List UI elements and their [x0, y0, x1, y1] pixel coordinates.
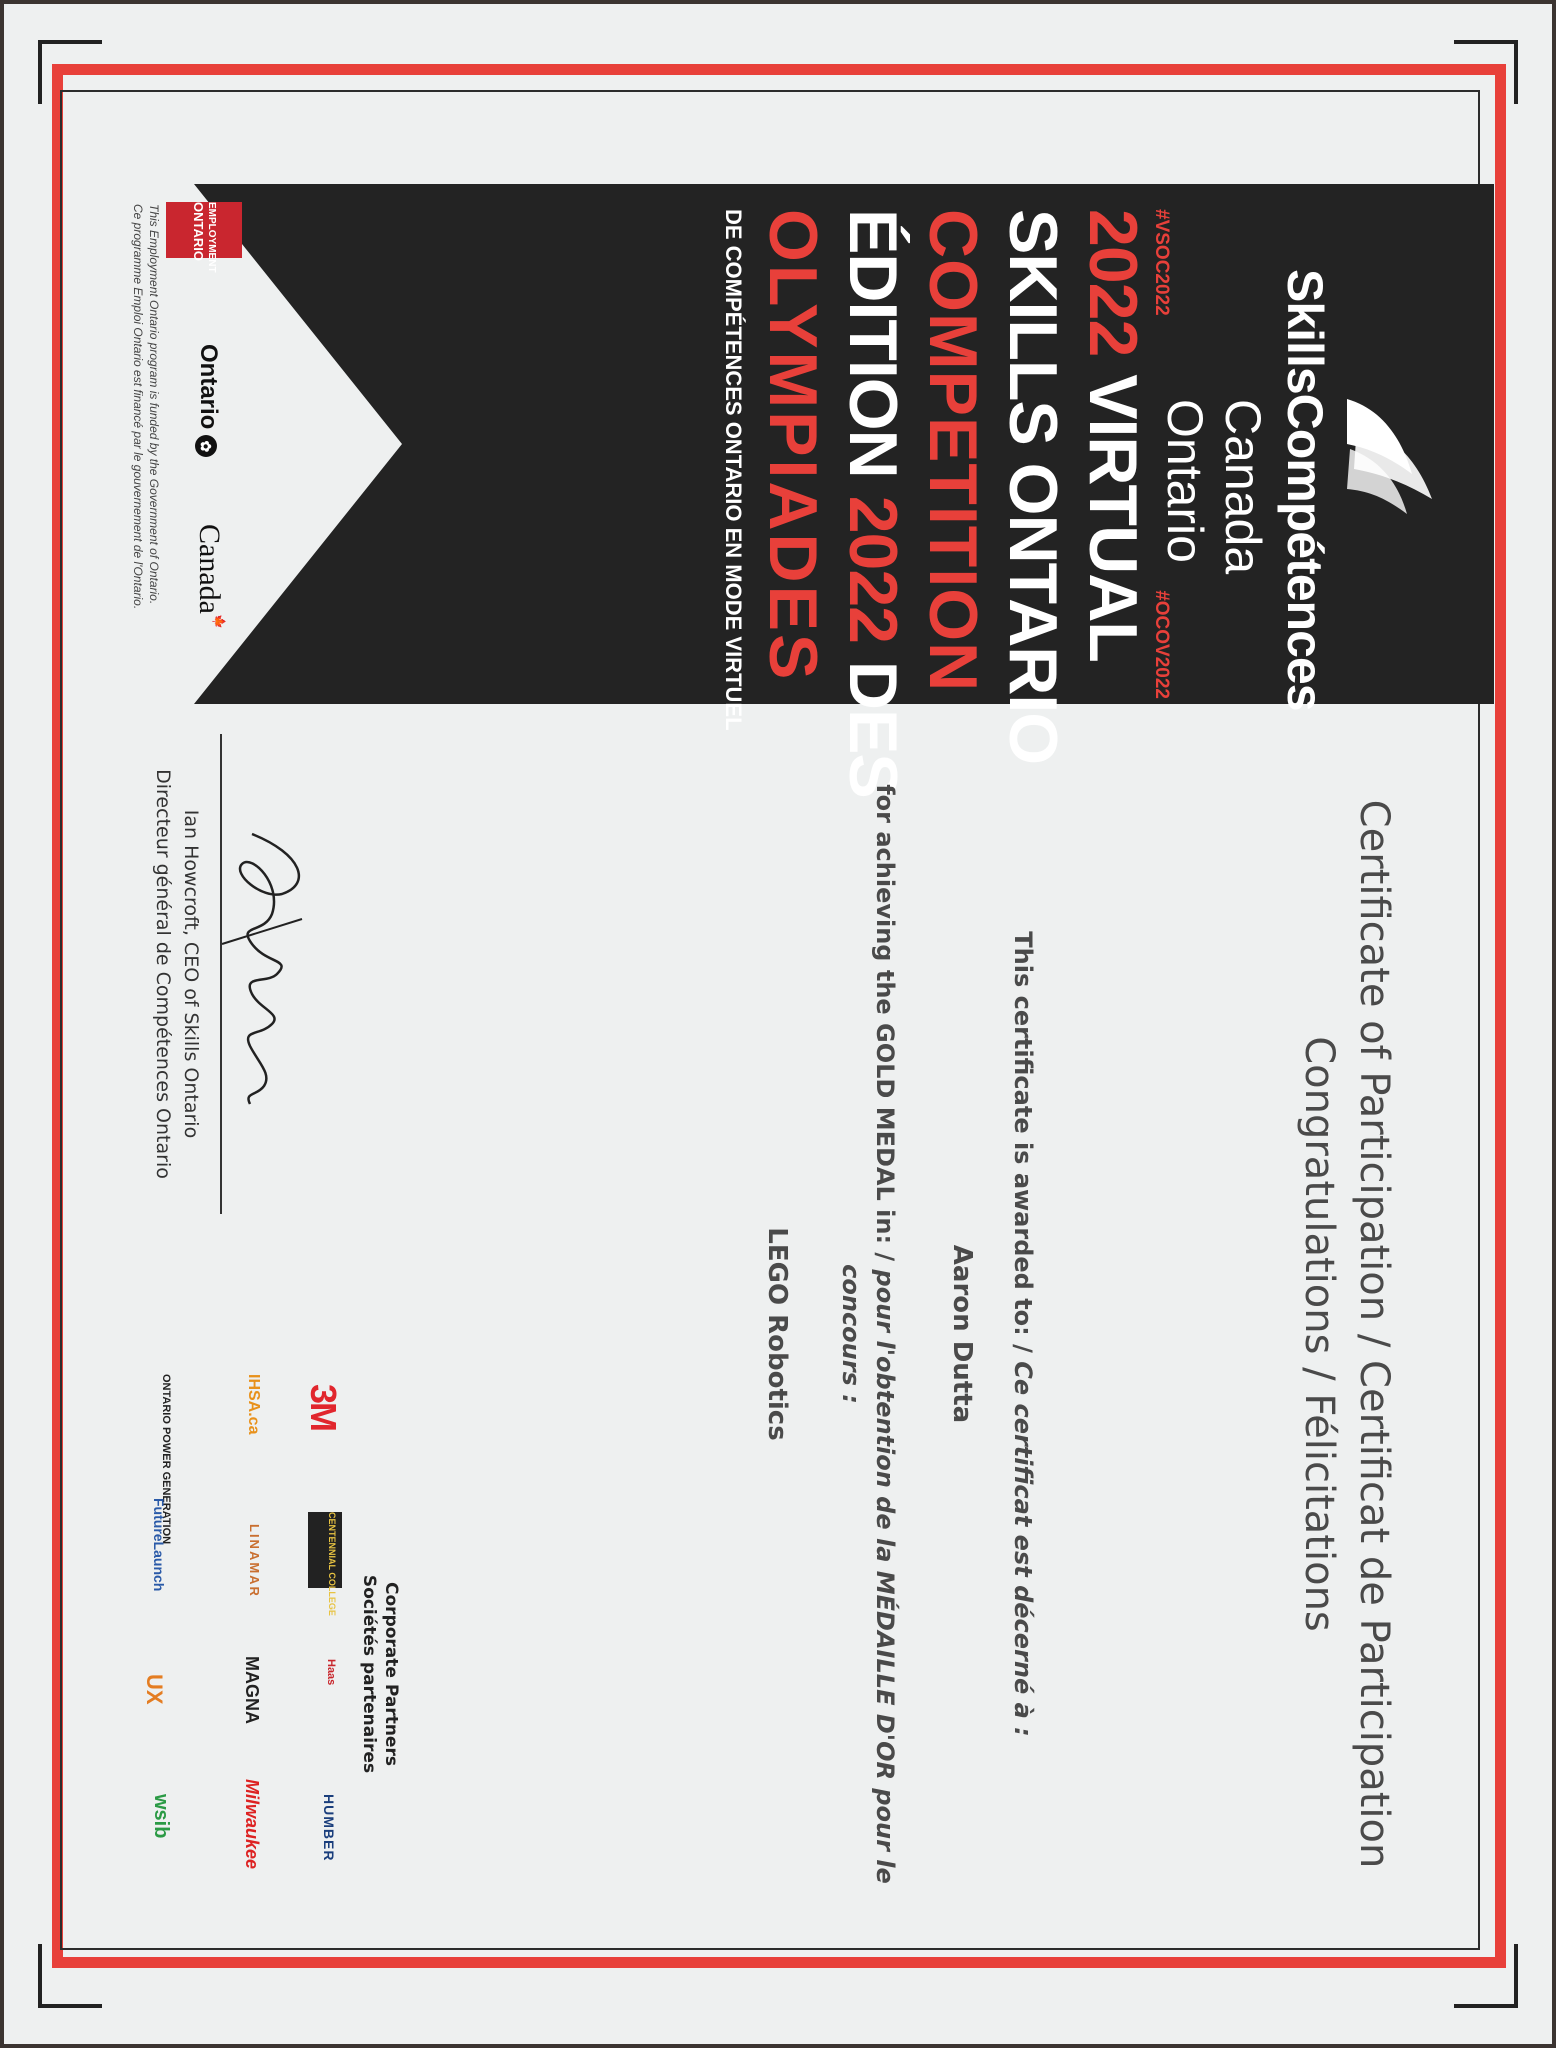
eo-logo-top: EMPLOYMENT [206, 202, 217, 273]
medal-statement [834, 784, 902, 1884]
banner-line-2: SKILLS ONTARIO [995, 209, 1071, 765]
partners-heading-fr: Sociétés partenaires [359, 1574, 379, 1774]
ontario-wordmark: Ontario [195, 344, 222, 430]
partner-logo-humber: HUMBER [321, 1794, 337, 1862]
banner-line-1 [1074, 209, 1152, 662]
banner-year: 2022 [1075, 209, 1151, 357]
certificate-title: Certificate of Participation / Certificat de Participation [1351, 799, 1397, 1869]
partner-logo-3m: 3M [303, 1384, 344, 1431]
hashtags [1150, 209, 1172, 699]
banner-virtual: VIRTUAL [1075, 374, 1151, 662]
partner-logo-ux: UX [142, 1674, 167, 1705]
signature-image [212, 824, 322, 1124]
partner-logo-ihsa: IHSA.ca [245, 1374, 262, 1435]
awarded-fr: Ce certificat est décerné à : [1009, 1361, 1037, 1737]
event-name: LEGO Robotics [762, 1227, 792, 1441]
partner-logo-wsib: wsib [150, 1794, 172, 1839]
signer-name: Ian Howcroft, CEO of Skills Ontario [180, 809, 202, 1139]
canada-flag-icon: 🍁 [212, 613, 226, 629]
banner-line-6: DE COMPÉTENCES ONTARIO EN MODE VIRTUEL [721, 209, 746, 731]
banner-line-3: COMPETITION [915, 209, 991, 693]
medal-en: for achieving the GOLD MEDAL in: / [871, 784, 899, 1262]
signer-title-fr: Directeur général de Compétences Ontario [152, 769, 174, 1179]
corner-mark [38, 1944, 102, 2008]
corner-mark [1454, 1944, 1518, 2008]
awarded-to-label [1009, 784, 1037, 1884]
banner-year-fr: 2022 [835, 495, 911, 643]
partner-logo-opg: ONTARIO POWER GENERATION [160, 1374, 172, 1545]
trillium-icon: ✿ [195, 435, 217, 457]
recipient-name: Aaron Dutta [947, 1244, 977, 1424]
corner-mark [38, 40, 102, 104]
skills-hand-icon [1337, 379, 1442, 519]
canada-text: Canada [193, 524, 226, 614]
congratulations-title: Congratulations / Félicitations [1296, 1036, 1342, 1632]
partner-logo-centennial: CENTENNIAL COLLEGE [308, 1512, 342, 1588]
banner-line-5: OLYMPIADES [755, 209, 831, 683]
partner-logo-futurelaunch: FutureLaunch [151, 1498, 167, 1592]
signature-line [220, 734, 222, 1214]
partners-heading-en: Corporate Partners [381, 1582, 401, 1766]
medal-fr: pour l'obtention de la MÉDAILLE D'OR pour le concours : [837, 1264, 899, 1884]
partner-logo-linamar: LINAMAR [247, 1524, 262, 1598]
logo-line-2: Canada Ontario [1157, 399, 1271, 575]
funding-note-en: This Employment Ontario program is funded by the Government of Ontario. [147, 204, 161, 605]
logo-line-1: SkillsCompétences [1277, 269, 1333, 711]
banner-line-4 [834, 209, 912, 798]
awarded-en: This certificate is awarded to: / [1009, 931, 1037, 1353]
eo-logo-bottom: ONTARIO [191, 202, 206, 261]
certificate-landscape [4, 4, 1552, 2044]
hashtag-fr: #OCOV2022 [1151, 590, 1172, 699]
canada-wordmark [192, 524, 226, 629]
banner-des: DES [835, 660, 911, 798]
funding-note [130, 204, 162, 704]
partner-logo-haas: Haas [325, 1659, 337, 1686]
corner-mark [1454, 40, 1518, 104]
hashtag-en: #VSOC2022 [1151, 209, 1172, 316]
employment-ontario-logo [166, 202, 242, 273]
partners-heading [358, 1554, 402, 1794]
funding-note-fr: Ce programme Emploi Ontario est financé par le gouvernement de l'Ontario. [131, 204, 145, 610]
banner-edition: ÉDITION [835, 209, 911, 478]
ontario-logo [194, 344, 222, 457]
skills-ontario-logo [1142, 249, 1442, 711]
partner-logo-milwaukee: Milwaukee [242, 1779, 262, 1870]
certificate-sheet [4, 4, 1552, 2044]
partner-logo-magna: MAGNA [242, 1656, 262, 1724]
